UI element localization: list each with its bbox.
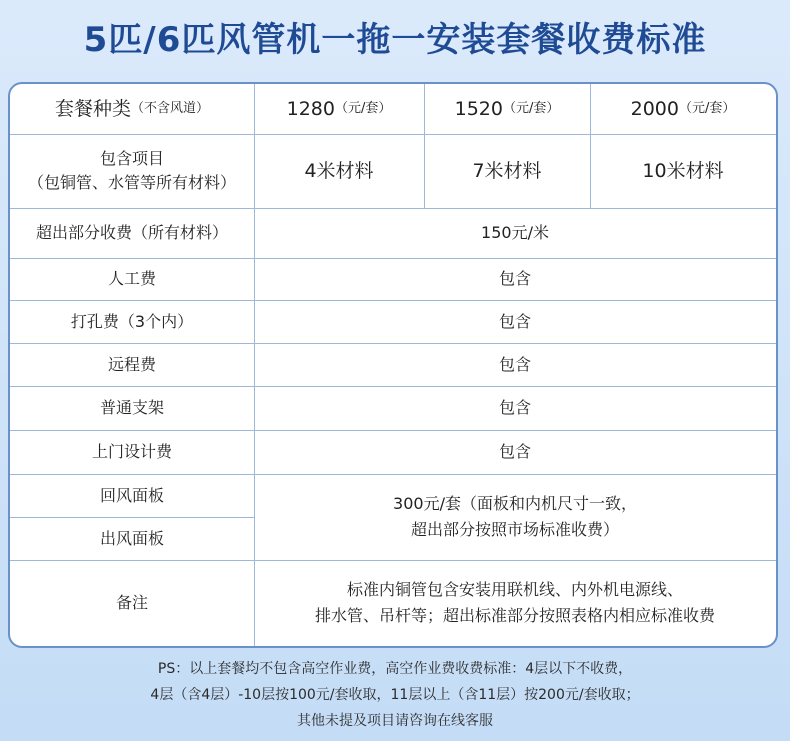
page-title: 5匹/6匹风管机一拖一安装套餐收费标准 [83,20,707,60]
notes-label: 备注 [115,593,148,612]
divider [10,134,776,135]
package-type-cell [10,84,254,134]
column-divider [590,84,591,208]
labor-row [10,258,776,300]
divider [10,208,776,209]
labor-value: 包含 [498,269,531,288]
ps-line-3: 其他未提及项目请咨询在线客服 [297,713,493,729]
supply-panel-label: 出风面板 [99,528,164,548]
included-row [10,134,776,208]
divider [10,474,776,475]
divider [10,300,776,301]
notes-value-cell [254,560,776,646]
divider [10,258,776,259]
labor-label: 人工费 [107,269,156,288]
pricing-table [8,82,778,648]
panels-value-cell [254,474,776,560]
panels-value-line2: 超出部分按照市场标准收费） [410,520,619,539]
notes-row [10,560,776,646]
notes-value-line1: 标准内铜管包含安装用联机线、内外机电源线、 [346,580,683,599]
bracket-value: 包含 [498,398,531,417]
package-type-label: 套餐种类 [54,98,131,120]
divider [10,560,776,561]
design-value: 包含 [498,442,531,461]
column-divider [424,84,425,208]
remote-label: 远程费 [107,354,156,374]
drilling-value: 包含 [498,311,531,331]
divider [10,386,776,387]
included-value-3: 10米材料 [642,160,724,182]
notes-value-line2: 排水管、吊杆等；超出标准部分按照表格内相应标准收费 [314,606,715,625]
header-row [10,84,776,134]
bracket-label: 普通支架 [99,398,164,417]
divider [10,517,254,518]
package-2-price: 1520 [454,98,503,120]
package-1-price: 1280 [286,98,335,120]
design-label: 上门设计费 [91,442,172,461]
remote-row [10,343,776,386]
package-3-cell [590,84,776,134]
return-panel-label: 回风面板 [99,485,164,505]
overage-row [10,208,776,258]
package-2-unit: （元/套） [502,101,560,116]
divider [10,430,776,431]
ps-line-2: 4层（含4层）-10层按100元/套收取，11层以上（含11层）按200元/套收取； [150,687,640,703]
package-3-unit: （元/套） [678,101,736,116]
included-value-1: 4米材料 [304,160,374,182]
drilling-row [10,300,776,343]
package-1-unit: （元/套） [334,101,392,116]
remote-value: 包含 [498,354,531,374]
overage-value: 150元/米 [481,223,549,242]
design-row [10,430,776,474]
package-1-cell [254,84,424,134]
drilling-label: 打孔费（3个内） [70,311,194,331]
overage-label: 超出部分收费（所有材料） [35,223,228,242]
package-3-price: 2000 [630,98,679,120]
column-divider [254,84,255,646]
divider [10,343,776,344]
included-note: （包铜管、水管等所有材料） [27,173,236,192]
panels-value-line1: 300元/套（面板和内机尺寸一致， [393,494,637,513]
ps-line-1: PS：以上套餐均不包含高空作业费，高空作业费收费标准：4层以下不收费， [157,661,633,677]
package-type-note: （不含风道） [131,101,210,116]
bracket-row [10,386,776,430]
included-label-cell [10,134,254,208]
included-value-2: 7米材料 [472,160,542,182]
package-2-cell [424,84,590,134]
included-label: 包含项目 [99,149,164,168]
